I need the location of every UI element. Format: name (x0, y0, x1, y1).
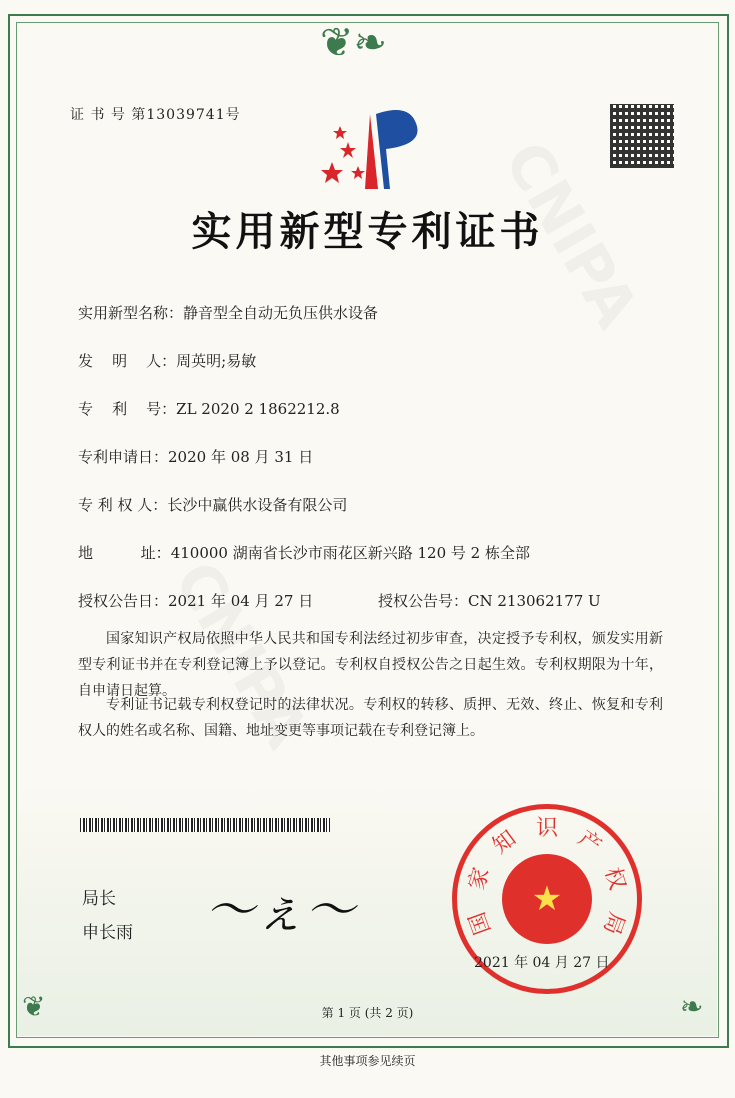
field-publication-number (378, 590, 601, 611)
field-application-date (78, 446, 313, 467)
field-label: 实用新型名称： (78, 304, 184, 322)
page-number: 第 1 页 (共 2 页) (321, 1006, 414, 1020)
seal-char: 局 (597, 908, 629, 938)
seal-char: 家 (464, 864, 495, 893)
field-value: 长沙中赢供水设备有限公司 (167, 496, 348, 514)
field-value: ZL 2020 2 1862212.8 (176, 400, 340, 418)
seal-date: 2021 年 04 月 27 日 (474, 955, 610, 971)
director-title: 局长 (82, 889, 116, 909)
field-value: CN 213062177 U (468, 592, 601, 610)
field-label: 专 利 号： (78, 400, 177, 418)
paragraph-legal-status: 专利证书记载专利权登记时的法律状况。专利权的转移、质押、无效、终止、恢复和专利权人的姓名或名称、国籍、地址变更等事项记载在专利登记簿上。 (78, 697, 663, 739)
field-value: 2021 年 04 月 27 日 (168, 592, 314, 610)
seal-char: 国 (465, 908, 497, 938)
field-value: 静音型全自动无负压供水设备 (183, 304, 379, 322)
seal-char: 权 (599, 864, 630, 893)
field-label: 发 明 人： (78, 352, 177, 370)
top-ornament-icon: ❦❧ (320, 20, 388, 66)
corner-ornament-icon: ❧ (680, 990, 704, 1023)
paragraph-grant: 国家知识产权局依照中华人民共和国专利法经过初步审查，决定授予专利权，颁发实用新型专利证书并在专利登记簿上予以登记。专利权自授权公告之日起生效。专利权期限为十年，自申请日起算。 (78, 631, 663, 699)
barcode (80, 818, 330, 832)
field-label: 专利申请日： (78, 448, 169, 466)
field-patent-number (78, 398, 340, 419)
field-value: 410000 湖南省长沙市雨花区新兴路 120 号 2 栋全部 (170, 544, 530, 562)
field-address (78, 542, 530, 563)
certificate-number: 证 书 号 第13039741号 (70, 107, 241, 123)
director-name: 申长雨 (82, 923, 133, 943)
seal-char: 识 (535, 816, 558, 841)
field-label: 专 利 权 人： (78, 496, 168, 514)
corner-ornament-icon: ❦ (22, 990, 46, 1023)
field-patentee (78, 494, 347, 515)
qr-code[interactable] (610, 104, 674, 168)
seal-char: 知 (488, 825, 522, 860)
field-value: 周英明;易敏 (176, 352, 257, 370)
field-label: 授权公告日： (78, 592, 169, 610)
field-label: 地 址： (78, 544, 171, 562)
seal-char: 产 (572, 825, 606, 860)
director-signature: 〜ぇ〜 (205, 881, 355, 939)
field-grant-date (78, 590, 313, 611)
field-label: 授权公告号： (378, 592, 469, 610)
national-emblem-icon: ★ (502, 854, 592, 944)
continue-note: 其他事项参见续页 (319, 1054, 416, 1068)
field-inventor (78, 350, 256, 371)
field-value: 2020 年 08 月 31 日 (168, 448, 314, 466)
cnipa-logo-icon (310, 104, 430, 194)
field-name (78, 302, 378, 323)
page-title: 实用新型专利证书 (191, 208, 544, 255)
